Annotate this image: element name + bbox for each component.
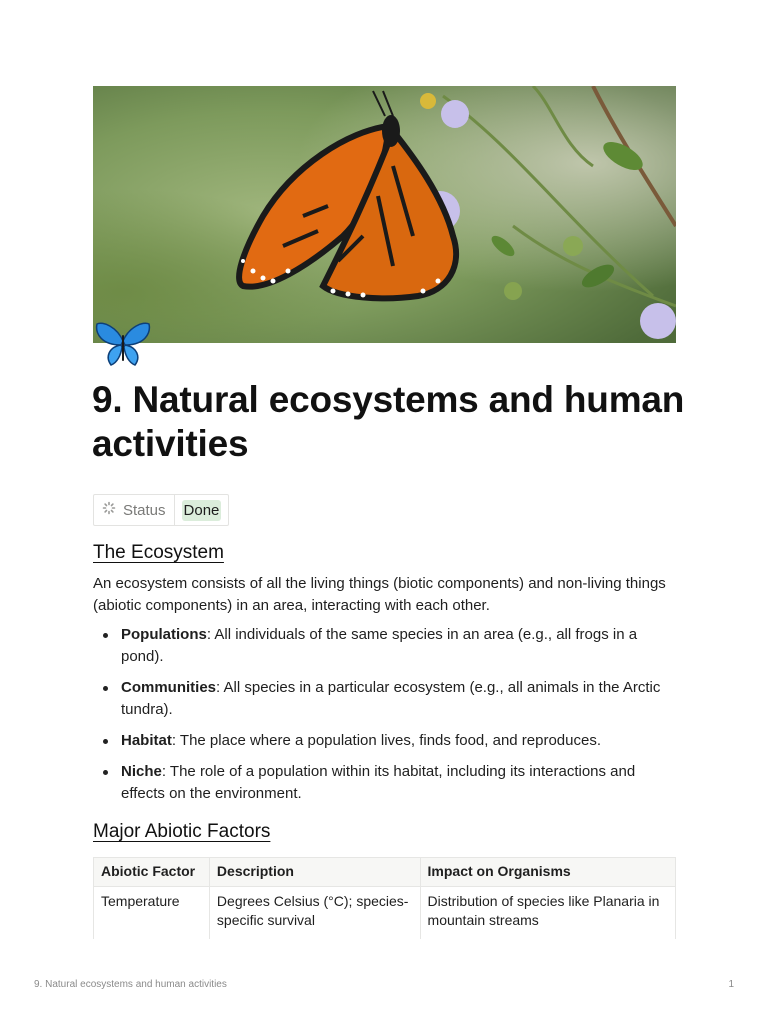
bullet-term: Communities — [121, 679, 217, 696]
status-property-label — [94, 495, 175, 525]
list-item — [93, 677, 678, 721]
table-cell: Distribution of species like Planaria in mountain streams — [420, 887, 675, 939]
table-row — [94, 887, 676, 939]
bullet-dot — [103, 633, 108, 638]
section-heading-ecosystem: The Ecosystem — [93, 542, 224, 563]
list-item — [93, 624, 678, 668]
list-item — [93, 761, 678, 805]
table-cell: Temperature — [94, 887, 210, 939]
status-label: Status — [123, 501, 166, 519]
bullet-text: : All species in a particular ecosystem (e.g., all animals in the Arctic tundra). — [121, 679, 661, 718]
table-header-cell: Impact on Organisms — [420, 858, 675, 887]
footer-page-number: 1 — [728, 979, 734, 990]
table-header-row — [94, 858, 676, 887]
bullet-text: : All individuals of the same species in an area (e.g., all frogs in a pond). — [121, 626, 638, 665]
table-cell: Degrees Celsius (°C); species-specific survival — [209, 887, 420, 939]
cover-image — [93, 86, 676, 343]
page-title: 9. Natural ecosystems and human activities — [92, 379, 685, 464]
status-property[interactable] — [93, 494, 229, 526]
bullet-dot — [103, 739, 108, 744]
page-footer — [34, 979, 734, 990]
ecosystem-bullet-list — [93, 624, 678, 814]
bullet-term: Habitat — [121, 732, 172, 749]
section-heading-abiotic-factors: Major Abiotic Factors — [93, 821, 271, 842]
bullet-dot — [103, 686, 108, 691]
list-item — [93, 730, 678, 752]
status-badge[interactable]: Done — [183, 501, 220, 519]
status-value-cell[interactable] — [175, 495, 229, 525]
bullet-text: : The place where a population lives, finds food, and reproduces. — [171, 732, 602, 749]
ecosystem-paragraph: An ecosystem consists of all the living things (biotic components) and non-living things (abiotic components) in an area, interacting with each other. — [93, 575, 666, 614]
abiotic-factors-table — [93, 857, 676, 939]
footer-title: 9. Natural ecosystems and human activities — [34, 979, 227, 990]
blue-butterfly-icon[interactable] — [95, 321, 151, 369]
table-header-cell: Abiotic Factor — [94, 858, 210, 887]
bullet-dot — [103, 770, 108, 775]
bullet-text: : The role of a population within its habitat, including its interactions and effects on the environment. — [121, 763, 636, 802]
status-loading-icon — [102, 501, 116, 519]
bullet-term: Populations — [121, 626, 207, 643]
table-header-cell: Description — [209, 858, 420, 887]
bullet-term: Niche — [121, 763, 162, 780]
